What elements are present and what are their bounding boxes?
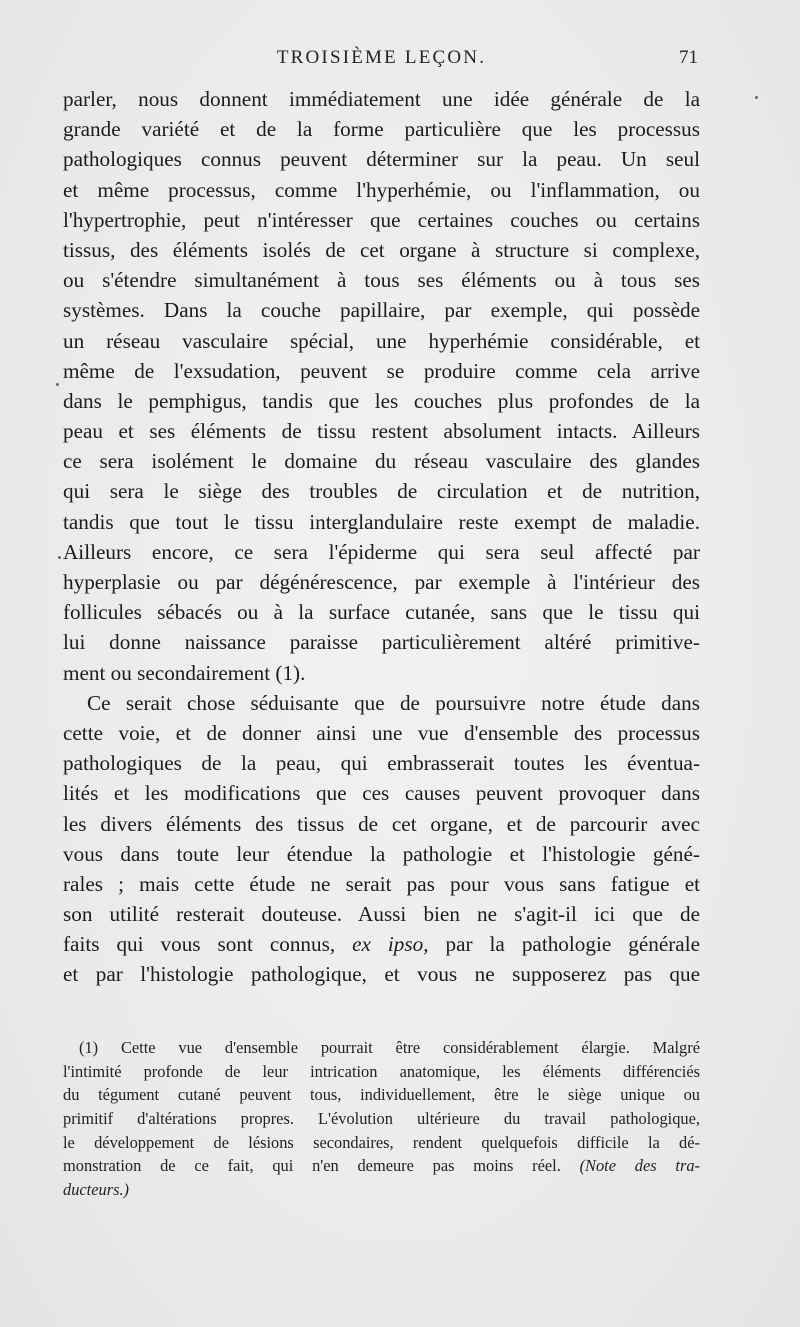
page-number: 71: [679, 47, 698, 68]
text-line: rales ; mais cette étude ne serait pas pour vous sans fatigue et: [63, 871, 700, 896]
footnote-line: [63, 1178, 700, 1202]
text-line: grande variété et de la forme particulière que les processus: [63, 117, 700, 142]
text-line: dans le pemphigus, tandis que les couches plus profondes de la: [63, 388, 700, 413]
text-line: qui sera le siège des troubles de circulation et de nutrition,: [63, 479, 700, 504]
italic-phrase: ex ipso,: [352, 932, 429, 957]
text-segment: monstration de ce fait, qui n'en demeure pas moins réel.: [63, 1156, 561, 1176]
text-line: parler, nous donnent immédiatement une idée générale de la: [63, 87, 700, 111]
italic-phrase: (Note des tra-: [579, 1156, 700, 1176]
text-line: ment ou secondairement (1).: [63, 660, 306, 685]
text-line: pathologiques connus peuvent déterminer sur la peau. Un seul: [63, 147, 700, 172]
text-line: systèmes. Dans la couche papillaire, par exemple, qui possède: [63, 298, 700, 323]
text-line: Ce serait chose séduisante que de poursuivre notre étude dans: [87, 690, 700, 715]
text-line: peau et ses éléments de tissu restent absolument intacts. Ailleurs: [63, 419, 700, 444]
text-line: ce sera isolément le domaine du réseau vasculaire des glandes: [63, 449, 700, 474]
text-line: hyperplasie ou par dégénérescence, par exemple à l'intérieur des: [63, 570, 700, 594]
footnote-line: l'intimité profonde de leur intrication anatomique, les éléments différenciés: [63, 1061, 700, 1081]
text-line: ou s'étendre simultanément à tous ses éléments ou à tous ses: [63, 268, 700, 293]
footnote-line: le développement de lésions secondaires, rendent quelquefois difficile la dé-: [63, 1132, 700, 1152]
text-line: tissus, des éléments isolés de cet organe à structure si complexe,: [63, 237, 700, 262]
text-line: tandis que tout le tissu interglandulaire reste exempt de maladie.: [63, 509, 700, 534]
footnote-line: du tégument cutané peuvent tous, individuellement, être le siège unique ou: [63, 1085, 700, 1105]
text-line: et même processus, comme l'hyperhémie, ou l'inflammation, ou: [63, 177, 700, 202]
text-line: son utilité resterait douteuse. Aussi bien ne s'agit-il ici que de: [63, 902, 700, 927]
text-line: et par l'histologie pathologique, et vous ne supposerez pas que: [63, 962, 700, 987]
text-line: lités et les modifications que ces causes peuvent provoquer dans: [63, 781, 700, 806]
footnote-line: primitif d'altérations propres. L'évolution ultérieure du travail pathologique,: [63, 1109, 700, 1129]
text-line: pathologiques de la peau, qui embrasserait toutes les éventua-: [63, 751, 700, 776]
footnote: [63, 1036, 700, 1202]
text-line: [63, 929, 700, 959]
text-line: Ailleurs encore, ce sera l'épiderme qui sera seul affecté par: [63, 539, 700, 564]
text-segment: par la pathologie générale: [445, 932, 700, 957]
text-line: un réseau vasculaire spécial, une hyperhémie considérable, et: [63, 328, 700, 353]
italic-phrase: ducteurs.): [63, 1180, 130, 1200]
text-line: les divers éléments des tissus de cet organe, et de parcourir avec: [63, 811, 700, 836]
paper-speck: [56, 383, 59, 386]
text-segment: faits qui vous sont connus,: [63, 932, 336, 957]
text-line: lui donne naissance paraisse particulièrement altéré primitive-: [63, 630, 700, 655]
footnote-line: [63, 1154, 700, 1178]
main-text: [63, 84, 700, 990]
paper-speck: [755, 96, 758, 99]
page-header: [63, 44, 700, 74]
footnote-line: (1) Cette vue d'ensemble pourrait être considérablement élargie. Malgré: [79, 1038, 700, 1057]
running-title: TROISIÈME LEÇON.: [276, 47, 487, 68]
text-line: même de l'exsudation, peuvent se produire comme cela arrive: [63, 358, 700, 383]
paper-speck: [58, 556, 61, 559]
text-line: follicules sébacés ou à la surface cutanée, sans que le tissu qui: [63, 600, 700, 625]
text-line: l'hypertrophie, peut n'intéresser que certaines couches ou certains: [63, 207, 700, 232]
text-line: cette voie, et de donner ainsi une vue d'ensemble des processus: [63, 720, 700, 745]
text-line: vous dans toute leur étendue la pathologie et l'histologie géné-: [63, 841, 700, 866]
